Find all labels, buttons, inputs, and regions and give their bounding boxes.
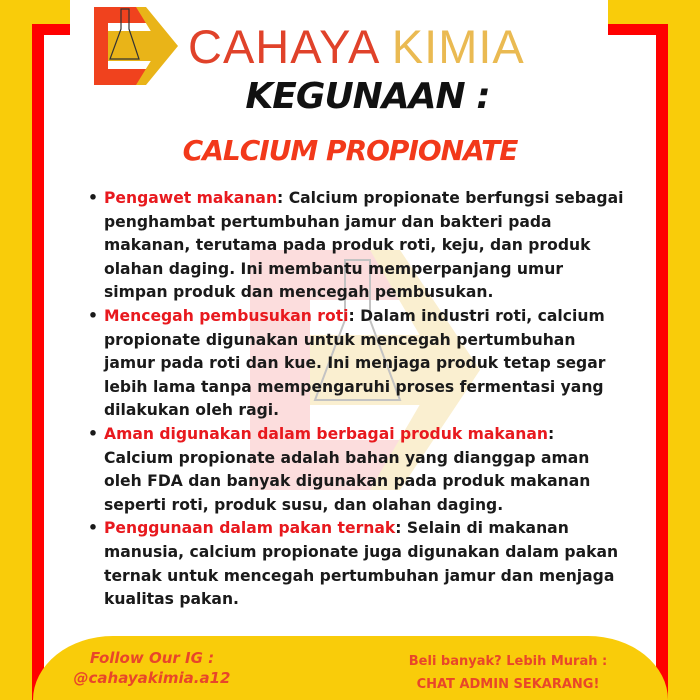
item-highlight: Mencegah pembusukan roti bbox=[104, 306, 349, 325]
list-item bbox=[86, 187, 626, 305]
flask-arrow-logo-icon bbox=[94, 7, 178, 85]
item-text: : Calcium propionate adalah bahan yang dianggap aman oleh FDA dan banyak digunakan pada produk makanan seperti roti, produk susu, dan olahan daging. bbox=[104, 424, 591, 514]
brand-name-part2: KIMIA bbox=[391, 19, 525, 73]
instagram-promo bbox=[52, 648, 252, 688]
instagram-handle-link[interactable]: @cahayakimia.a12 bbox=[73, 669, 231, 687]
red-border-top-left bbox=[32, 24, 70, 35]
page-title: KEGUNAAN : bbox=[245, 76, 490, 117]
item-highlight: Penggunaan dalam pakan ternak bbox=[104, 519, 396, 538]
promo-line-1: Beli banyak? Lebih Murah : bbox=[408, 654, 608, 669]
red-border-right bbox=[656, 24, 668, 700]
item-text: : Dalam industri roti, calcium propionate digunakan untuk mencegah pertumbuhan jamur pada roti dan kue. Ini menjaga produk tetap segar lebih lama tanpa mempengaruhi proses fermentasi yang dilakukan oleh ragi. bbox=[104, 306, 606, 420]
brand-name bbox=[188, 19, 525, 74]
item-text: : Calcium propionate berfungsi sebagai penghambat pertumbuhan jamur dan bakteri pada makanan, terutama pada produk roti, keju, dan produk olahan daging. Ini membantu memperpanjang umur simpan produk dan mencegah pembusukan. bbox=[104, 189, 624, 302]
brand-header bbox=[94, 6, 614, 86]
chat-admin-cta[interactable]: CHAT ADMIN SEKARANG! bbox=[416, 677, 600, 692]
item-highlight: Pengawet makanan bbox=[104, 189, 278, 207]
usage-list bbox=[86, 187, 626, 612]
list-item bbox=[86, 305, 626, 423]
bullet-icon: • bbox=[88, 306, 98, 325]
bullet-icon: • bbox=[88, 424, 98, 443]
list-item bbox=[86, 517, 626, 611]
bullet-icon: • bbox=[88, 519, 98, 538]
brand-name-part1: CAHAYA bbox=[188, 19, 378, 73]
follow-label: Follow Our IG : bbox=[89, 649, 215, 667]
item-highlight: Aman digunakan dalam berbagai produk makanan bbox=[104, 424, 549, 443]
red-border-top-right bbox=[608, 24, 668, 35]
red-border-left bbox=[32, 24, 44, 700]
bullet-icon: • bbox=[88, 189, 98, 207]
item-text: : Selain di makanan manusia, calcium propionate juga digunakan dalam pakan ternak untuk mencegah pertumbuhan jamur dan menjaga kualitas pakan. bbox=[104, 519, 619, 609]
list-item bbox=[86, 423, 626, 517]
bulk-promo bbox=[388, 650, 628, 696]
page-subtitle: CALCIUM PROPIONATE bbox=[182, 134, 518, 167]
